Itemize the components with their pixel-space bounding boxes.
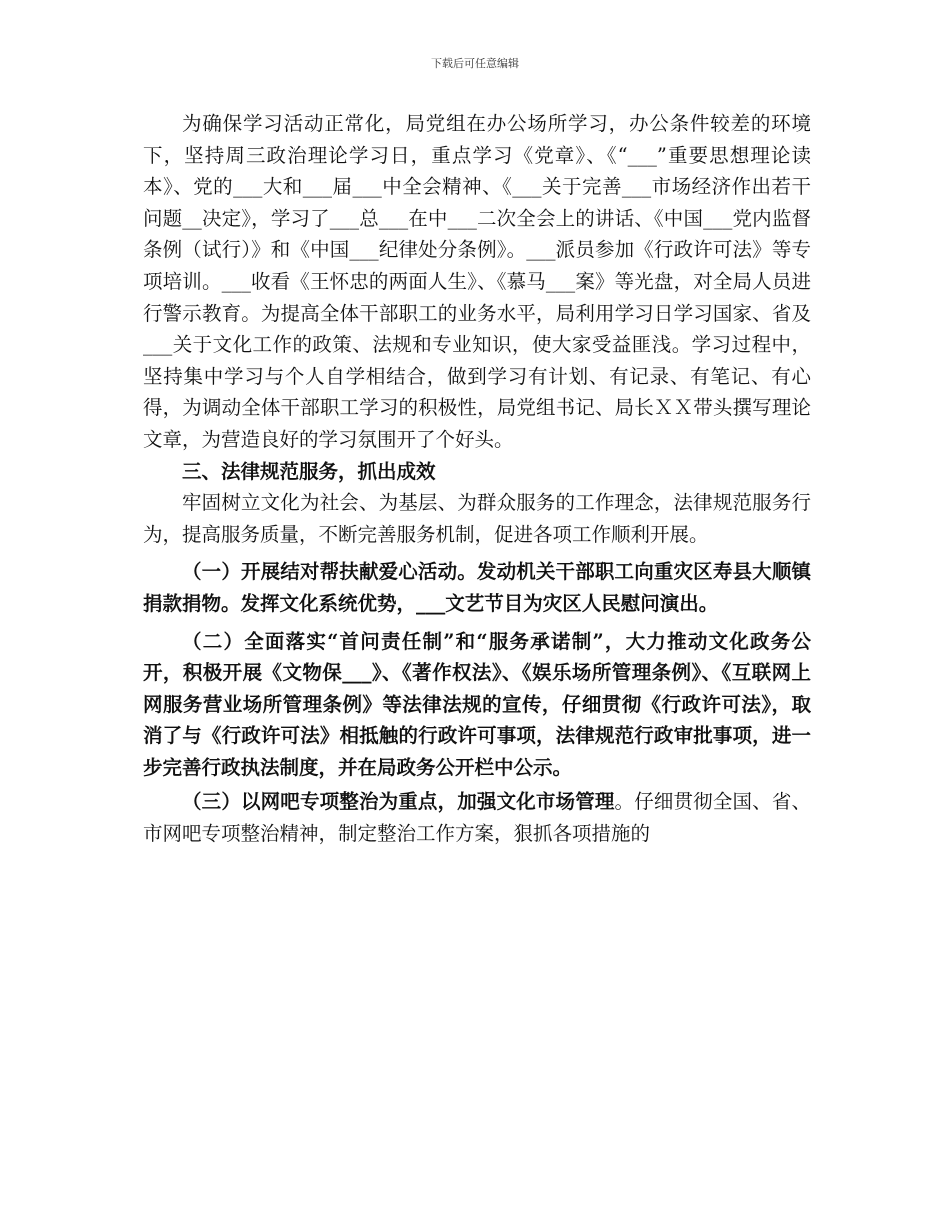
document-body xyxy=(143,108,811,850)
paragraph-item-3 xyxy=(143,786,811,849)
paragraph-item-1: （一）开展结对帮扶献爱心活动。发动机关干部职工向重灾区寿县大顺镇捐款捐物。发挥文化系统优势，___文艺节目为灾区人民慰问演出。 xyxy=(143,560,811,615)
paragraph-item-3-lead: （三）以网吧专项整治为重点，加强文化市场管理 xyxy=(182,790,615,814)
paragraph-study: 为确保学习活动正常化，局党组在办公场所学习，办公条件较差的环境下，坚持周三政治理论学习日，重点学习《党章》、《“___”重要思想理论读本》、党的___大和___届___中全会精神、《___关于完善___市场经济作出若干问题__决定》，学习了___总___在中___二次全会上的讲话、《中国___党内监督条例（试行）》和《中国___纪律处分条例》。___派员参加《行政许可法》等专项培训。___收看《王怀忠的两面人生》、《慕马___案》等光盘，对全局人员进行警示教育。为提高全体干部职工的业务水平，局利用学习日学习国家、省及___关于文化工作的政策、法规和专业知识，使大家受益匪浅。学习过程中，坚持集中学习与个人自学相结合，做到学习有计划、有记录、有笔记、有心得，为调动全体干部职工学习的积极性，局党组书记、局长ＸＸ带头撰写理论文章，为营造良好的学习氛围开了个好头。 xyxy=(143,112,811,451)
paragraph-service-intro: 牢固树立文化为社会、为基层、为群众服务的工作理念，法律规范服务行为，提高服务质量，不断完善服务机制，促进各项工作顺利开展。 xyxy=(143,491,811,546)
paragraph-item-2: （二）全面落实“首问责任制”和“服务承诺制”，大力推动文化政务公开，积极开展《文物保___》、《著作权法》、《娱乐场所管理条例》、《互联网上网服务营业场所管理条例》等法律法规的宣传，仔细贯彻《行政许可法》，取消了与《行政许可法》相抵触的行政许可事项，法律规范行政审批事项，进一步完善行政执法制度，并在局政务公开栏中公示。 xyxy=(143,629,811,779)
section-heading: 三、法律规范服务，抓出成效 xyxy=(182,459,436,483)
paragraph-item-3-text: 。仔细贯彻全国、省、市网吧专项整治精神，制定整治工作方案，狠抓各项措施的 xyxy=(143,790,811,846)
page-header: 下载后可任意编辑 xyxy=(431,57,519,70)
